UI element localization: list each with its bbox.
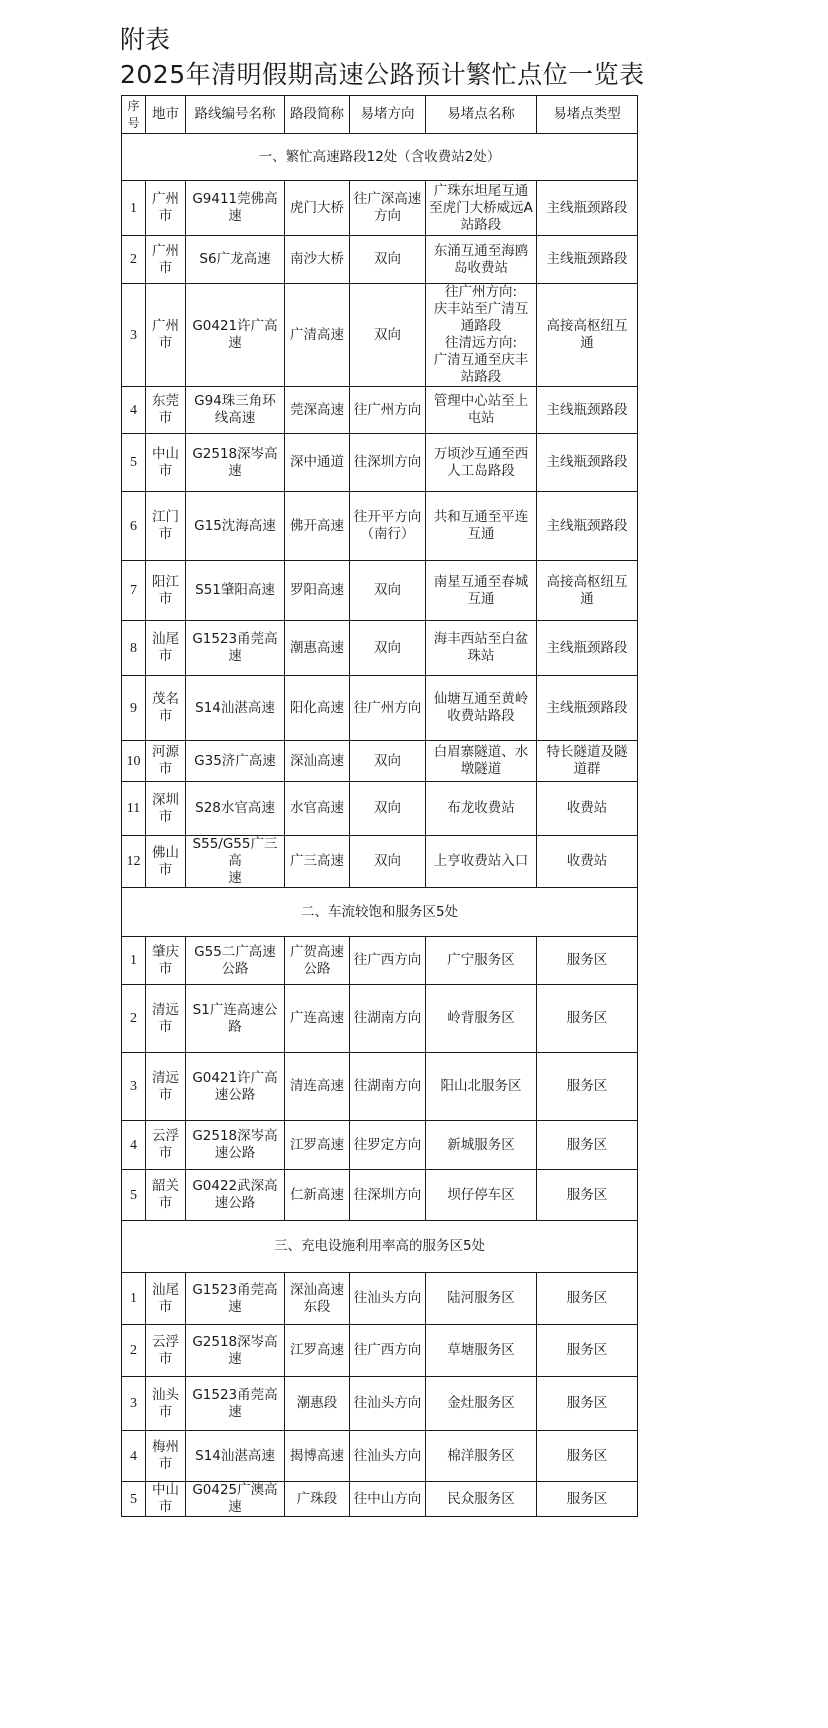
cell-index: 10 [122, 741, 146, 782]
cell-point-type: 收费站 [537, 782, 638, 836]
cell-section: 潮惠段 [285, 1377, 350, 1431]
section-row [122, 134, 638, 181]
cell-city: 茂名 市 [146, 676, 186, 741]
table-row [122, 181, 638, 236]
cell-section: 深中通道 [285, 434, 350, 492]
cell-point-name: 共和互通至平连 互通 [426, 492, 537, 561]
cell-section: 南沙大桥 [285, 236, 350, 284]
cell-point-type: 服务区 [537, 1053, 638, 1121]
cell-index: 1 [122, 1273, 146, 1325]
cell-direction: 往广西方向 [350, 937, 426, 985]
table-row [122, 782, 638, 836]
cell-point-name: 草塘服务区 [426, 1325, 537, 1377]
cell-point-name: 棉洋服务区 [426, 1431, 537, 1482]
cell-route: S55/G55广三高 速 [186, 836, 285, 888]
cell-city: 汕尾 市 [146, 1273, 186, 1325]
header-col-section: 路段简称 [285, 96, 350, 134]
cell-point-type: 服务区 [537, 1273, 638, 1325]
cell-city: 广州 市 [146, 284, 186, 387]
cell-city: 阳江 市 [146, 561, 186, 621]
cell-direction: 往广州方向 [350, 387, 426, 434]
header-col-route: 路线编号名称 [186, 96, 285, 134]
cell-direction: 往深圳方向 [350, 434, 426, 492]
cell-point-name: 白眉寨隧道、水 墩隧道 [426, 741, 537, 782]
cell-direction: 往中山方向 [350, 1482, 426, 1517]
cell-direction: 往深圳方向 [350, 1170, 426, 1221]
cell-route: S6广龙高速 [186, 236, 285, 284]
cell-point-type: 主线瓶颈路段 [537, 434, 638, 492]
cell-city: 云浮 市 [146, 1325, 186, 1377]
page-title: 2025年清明假期高速公路预计繁忙点位一览表 [120, 60, 645, 89]
cell-direction: 双向 [350, 284, 426, 387]
cell-direction: 往汕头方向 [350, 1431, 426, 1482]
cell-section: 虎门大桥 [285, 181, 350, 236]
section-title: 二、车流较饱和服务区5处 [122, 888, 638, 937]
cell-point-type: 特长隧道及隧 道群 [537, 741, 638, 782]
table-row [122, 492, 638, 561]
cell-city: 深圳 市 [146, 782, 186, 836]
cell-city: 广州 市 [146, 181, 186, 236]
cell-route: G15沈海高速 [186, 492, 285, 561]
cell-point-type: 服务区 [537, 1482, 638, 1517]
cell-section: 深汕高速 [285, 741, 350, 782]
cell-section: 阳化高速 [285, 676, 350, 741]
cell-direction: 往汕头方向 [350, 1273, 426, 1325]
cell-route: S14汕湛高速 [186, 1431, 285, 1482]
appendix-label: 附表 [120, 25, 171, 54]
cell-route: G0422武深高 速公路 [186, 1170, 285, 1221]
table-row [122, 434, 638, 492]
cell-city: 韶关 市 [146, 1170, 186, 1221]
cell-section: 广贺高速 公路 [285, 937, 350, 985]
cell-index: 1 [122, 181, 146, 236]
cell-section: 深汕高速 东段 [285, 1273, 350, 1325]
table-row [122, 937, 638, 985]
cell-city: 汕头 市 [146, 1377, 186, 1431]
cell-point-type: 服务区 [537, 985, 638, 1053]
header-col-city: 地市 [146, 96, 186, 134]
cell-city: 广州 市 [146, 236, 186, 284]
cell-section: 水官高速 [285, 782, 350, 836]
cell-direction: 双向 [350, 836, 426, 888]
cell-direction: 往湖南方向 [350, 985, 426, 1053]
table-row [122, 1273, 638, 1325]
cell-index: 1 [122, 937, 146, 985]
cell-point-type: 高接高枢纽互 通 [537, 561, 638, 621]
cell-point-type: 主线瓶颈路段 [537, 387, 638, 434]
section-title: 三、充电设施利用率高的服务区5处 [122, 1221, 638, 1273]
cell-point-name: 民众服务区 [426, 1482, 537, 1517]
cell-section: 江罗高速 [285, 1121, 350, 1170]
cell-point-type: 主线瓶颈路段 [537, 492, 638, 561]
header-col-index: 序 号 [122, 96, 146, 134]
cell-point-type: 服务区 [537, 1325, 638, 1377]
cell-route: G0425广澳高 速 [186, 1482, 285, 1517]
cell-index: 2 [122, 236, 146, 284]
table-row [122, 836, 638, 888]
cell-city: 清远 市 [146, 985, 186, 1053]
table-row [122, 741, 638, 782]
cell-route: G9411莞佛高 速 [186, 181, 285, 236]
cell-route: G94珠三角环 线高速 [186, 387, 285, 434]
table-row [122, 1121, 638, 1170]
table-row [122, 1482, 638, 1517]
cell-point-type: 主线瓶颈路段 [537, 676, 638, 741]
cell-index: 5 [122, 1482, 146, 1517]
cell-direction: 往罗定方向 [350, 1121, 426, 1170]
cell-section: 罗阳高速 [285, 561, 350, 621]
cell-index: 5 [122, 1170, 146, 1221]
cell-route: S51肇阳高速 [186, 561, 285, 621]
cell-city: 云浮 市 [146, 1121, 186, 1170]
cell-route: G35济广高速 [186, 741, 285, 782]
cell-direction: 双向 [350, 561, 426, 621]
cell-point-type: 主线瓶颈路段 [537, 621, 638, 676]
cell-point-name: 布龙收费站 [426, 782, 537, 836]
cell-city: 汕尾 市 [146, 621, 186, 676]
cell-point-name: 陆河服务区 [426, 1273, 537, 1325]
cell-route: G2518深岑高 速 [186, 434, 285, 492]
cell-point-type: 主线瓶颈路段 [537, 181, 638, 236]
cell-direction: 往广深高速 方向 [350, 181, 426, 236]
cell-point-name: 往广州方向: 庆丰站至广清互 通路段 往清远方向: 广清互通至庆丰 站路段 [426, 284, 537, 387]
table-row [122, 1377, 638, 1431]
cell-point-name: 广珠东坦尾互通 至虎门大桥威远A 站路段 [426, 181, 537, 236]
cell-point-name: 坝仔停车区 [426, 1170, 537, 1221]
cell-index: 2 [122, 1325, 146, 1377]
cell-route: G55二广高速 公路 [186, 937, 285, 985]
table-row [122, 676, 638, 741]
cell-index: 2 [122, 985, 146, 1053]
header-row [122, 96, 638, 134]
header-col-point-type: 易堵点类型 [537, 96, 638, 134]
cell-index: 4 [122, 1121, 146, 1170]
cell-section: 广三高速 [285, 836, 350, 888]
cell-direction: 往湖南方向 [350, 1053, 426, 1121]
cell-section: 广清高速 [285, 284, 350, 387]
cell-index: 3 [122, 284, 146, 387]
cell-city: 东莞 市 [146, 387, 186, 434]
cell-city: 肇庆 市 [146, 937, 186, 985]
cell-route: G0421许广高 速 [186, 284, 285, 387]
table-row [122, 1431, 638, 1482]
header-col-direction: 易堵方向 [350, 96, 426, 134]
cell-point-type: 服务区 [537, 937, 638, 985]
cell-point-name: 新城服务区 [426, 1121, 537, 1170]
cell-point-type: 收费站 [537, 836, 638, 888]
cell-route: S1广连高速公 路 [186, 985, 285, 1053]
cell-direction: 双向 [350, 741, 426, 782]
cell-index: 3 [122, 1377, 146, 1431]
cell-route: G1523甬莞高 速 [186, 621, 285, 676]
cell-index: 11 [122, 782, 146, 836]
cell-route: G2518深岑高 速公路 [186, 1121, 285, 1170]
cell-direction: 双向 [350, 621, 426, 676]
cell-direction: 双向 [350, 236, 426, 284]
cell-point-type: 服务区 [537, 1377, 638, 1431]
cell-route: S14汕湛高速 [186, 676, 285, 741]
cell-route: G0421许广高 速公路 [186, 1053, 285, 1121]
cell-index: 6 [122, 492, 146, 561]
cell-index: 5 [122, 434, 146, 492]
cell-point-name: 广宁服务区 [426, 937, 537, 985]
cell-city: 江门 市 [146, 492, 186, 561]
cell-city: 梅州 市 [146, 1431, 186, 1482]
cell-section: 佛开高速 [285, 492, 350, 561]
cell-direction: 往汕头方向 [350, 1377, 426, 1431]
cell-section: 仁新高速 [285, 1170, 350, 1221]
cell-index: 8 [122, 621, 146, 676]
cell-route: G2518深岑高 速 [186, 1325, 285, 1377]
table-row [122, 1053, 638, 1121]
cell-section: 江罗高速 [285, 1325, 350, 1377]
cell-city: 中山 市 [146, 434, 186, 492]
cell-city: 河源 市 [146, 741, 186, 782]
cell-point-type: 服务区 [537, 1121, 638, 1170]
cell-city: 佛山 市 [146, 836, 186, 888]
cell-direction: 往开平方向 （南行） [350, 492, 426, 561]
section-title: 一、繁忙高速路段12处（含收费站2处） [122, 134, 638, 181]
cell-index: 4 [122, 387, 146, 434]
cell-point-type: 高接高枢纽互 通 [537, 284, 638, 387]
cell-city: 清远 市 [146, 1053, 186, 1121]
cell-point-type: 服务区 [537, 1431, 638, 1482]
table-row [122, 1325, 638, 1377]
cell-point-name: 岭背服务区 [426, 985, 537, 1053]
table-row [122, 284, 638, 387]
cell-section: 广连高速 [285, 985, 350, 1053]
cell-section: 潮惠高速 [285, 621, 350, 676]
table-row [122, 387, 638, 434]
section-row [122, 1221, 638, 1273]
cell-section: 广珠段 [285, 1482, 350, 1517]
cell-index: 4 [122, 1431, 146, 1482]
cell-section: 清连高速 [285, 1053, 350, 1121]
cell-index: 12 [122, 836, 146, 888]
cell-index: 9 [122, 676, 146, 741]
cell-point-name: 金灶服务区 [426, 1377, 537, 1431]
cell-route: G1523甬莞高 速 [186, 1273, 285, 1325]
header-col-point-name: 易堵点名称 [426, 96, 537, 134]
cell-point-name: 东涌互通至海鸥 岛收费站 [426, 236, 537, 284]
cell-section: 揭博高速 [285, 1431, 350, 1482]
cell-point-name: 上亨收费站入口 [426, 836, 537, 888]
cell-route: S28水官高速 [186, 782, 285, 836]
cell-route: G1523甬莞高 速 [186, 1377, 285, 1431]
cell-index: 3 [122, 1053, 146, 1121]
cell-city: 中山 市 [146, 1482, 186, 1517]
cell-direction: 往广西方向 [350, 1325, 426, 1377]
cell-index: 7 [122, 561, 146, 621]
cell-point-name: 海丰西站至白盆 珠站 [426, 621, 537, 676]
cell-section: 莞深高速 [285, 387, 350, 434]
table-row [122, 985, 638, 1053]
table-row [122, 236, 638, 284]
cell-point-name: 阳山北服务区 [426, 1053, 537, 1121]
cell-point-type: 服务区 [537, 1170, 638, 1221]
cell-point-name: 南星互通至春城 互通 [426, 561, 537, 621]
cell-direction: 往广州方向 [350, 676, 426, 741]
congestion-table [121, 95, 638, 1517]
section-row [122, 888, 638, 937]
table-row [122, 1170, 638, 1221]
table-row [122, 621, 638, 676]
cell-point-type: 主线瓶颈路段 [537, 236, 638, 284]
cell-point-name: 仙塘互通至黄岭 收费站路段 [426, 676, 537, 741]
cell-point-name: 万顷沙互通至西 人工岛路段 [426, 434, 537, 492]
cell-point-name: 管理中心站至上 屯站 [426, 387, 537, 434]
cell-direction: 双向 [350, 782, 426, 836]
table-row [122, 561, 638, 621]
